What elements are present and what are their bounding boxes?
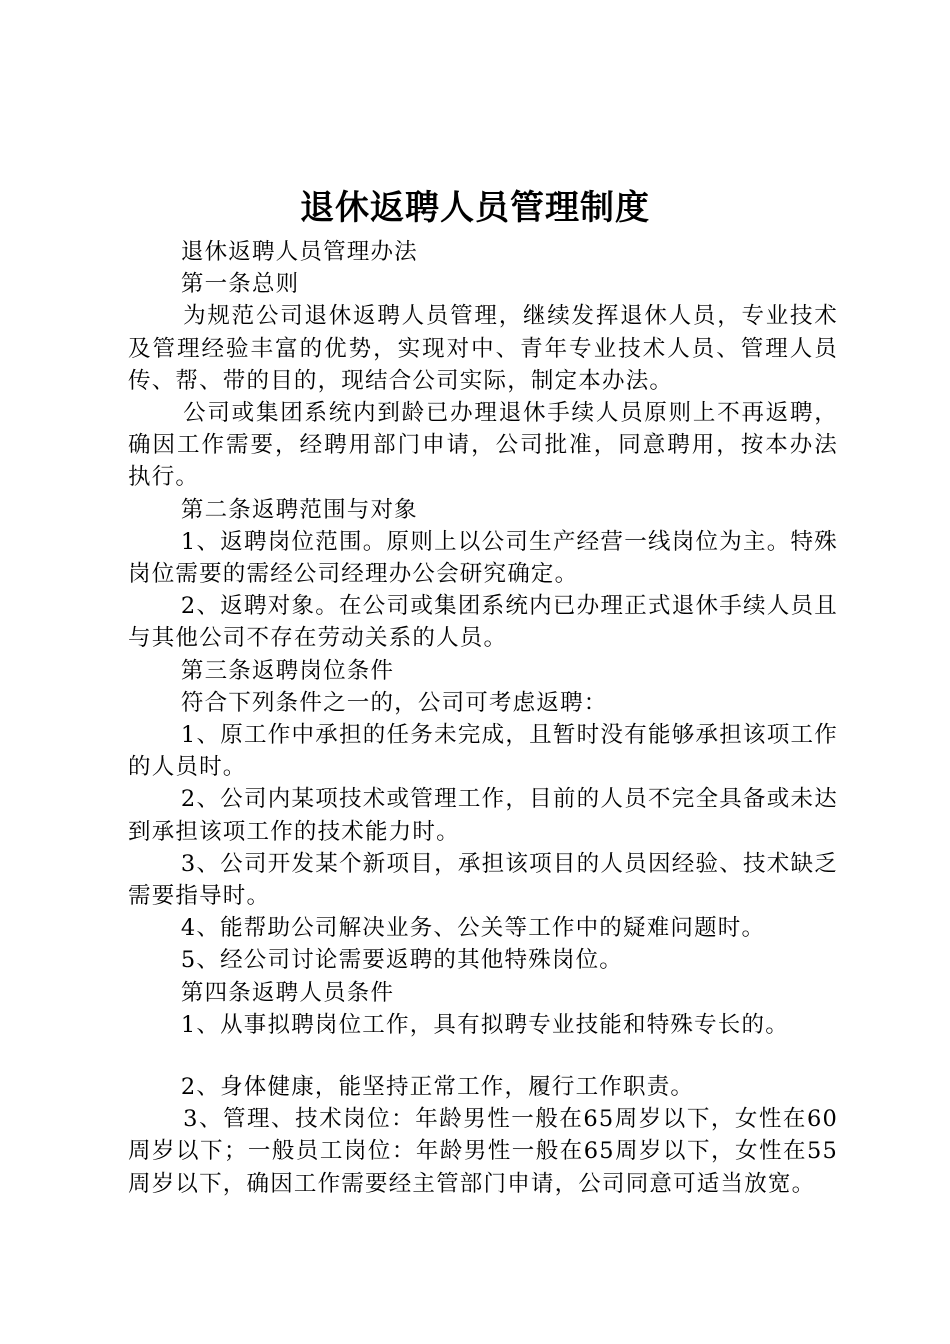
list-item: 3、管理、技术岗位：年龄男性一般在65周岁以下，女性在60周岁以下；一般员工岗位：年龄男性一般在65周岁以下，女性在55周岁以下，确因工作需要经主管部门申请，公司同意可适当放宽。 <box>128 1106 838 1197</box>
list-item: 3、公司开发某个新项目，承担该项目的人员因经验、技术缺乏需要指导时。 <box>128 850 838 910</box>
paragraph: 2、返聘对象。在公司或集团系统内已办理正式退休手续人员且与其他公司不存在劳动关系的人员。 <box>128 593 838 652</box>
article-heading-2: 第二条返聘范围与对象 <box>180 496 418 523</box>
list-item: 2、公司内某项技术或管理工作，目前的人员不完全具备或未达到承担该项工作的技术能力时。 <box>128 786 838 845</box>
list-item: 5、经公司讨论需要返聘的其他特殊岗位。 <box>180 947 623 974</box>
list-item: 1、从事拟聘岗位工作，具有拟聘专业技能和特殊专长的。 <box>180 1011 789 1038</box>
list-item: 2、身体健康，能坚持正常工作，履行工作职责。 <box>180 1074 695 1101</box>
document-title: 退休返聘人员管理制度 <box>300 188 650 228</box>
blank-line <box>128 1041 838 1071</box>
article-heading-4: 第四条返聘人员条件 <box>180 979 395 1006</box>
paragraph: 符合下列条件之一的，公司可考虑返聘： <box>180 689 608 716</box>
paragraph: 1、返聘岗位范围。原则上以公司生产经营一线岗位为主。特殊岗位需要的需经公司经理办公会研究确定。 <box>128 528 838 588</box>
paragraph: 为规范公司退休返聘人员管理，继续发挥退休人员，专业技术及管理经验丰富的优势，实现对中、青年专业技术人员、管理人员传、帮、带的目的，现结合公司实际，制定本办法。 <box>128 303 838 394</box>
paragraph: 公司或集团系统内到龄已办理退休手续人员原则上不再返聘，确因工作需要，经聘用部门申请，公司批准，同意聘用，按本办法执行。 <box>128 400 838 491</box>
article-heading-3: 第三条返聘岗位条件 <box>180 657 395 684</box>
article-heading-1: 第一条总则 <box>180 271 300 298</box>
paragraph-subtitle: 退休返聘人员管理办法 <box>180 239 418 265</box>
list-item: 4、能帮助公司解决业务、公关等工作中的疑难问题时。 <box>180 915 766 942</box>
document-body <box>128 236 838 1200</box>
list-item: 1、原工作中承担的任务未完成，且暂时没有能够承担该项工作的人员时。 <box>128 722 838 781</box>
